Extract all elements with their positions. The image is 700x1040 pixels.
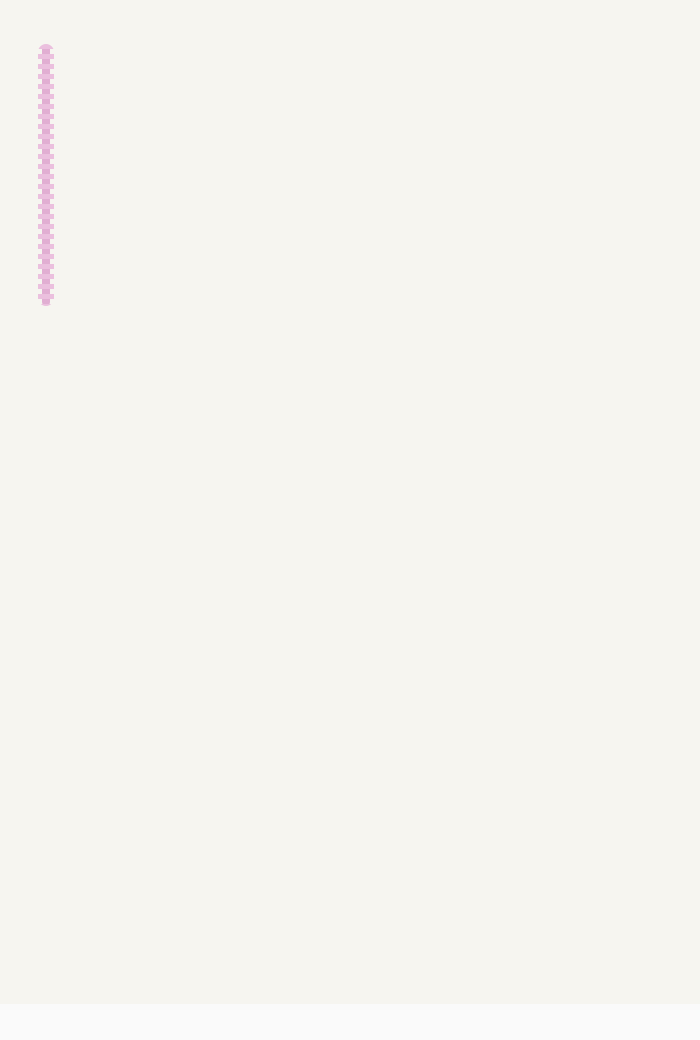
site-footer-banner	[0, 1004, 700, 1040]
decorative-sidebar-inner	[42, 44, 50, 306]
